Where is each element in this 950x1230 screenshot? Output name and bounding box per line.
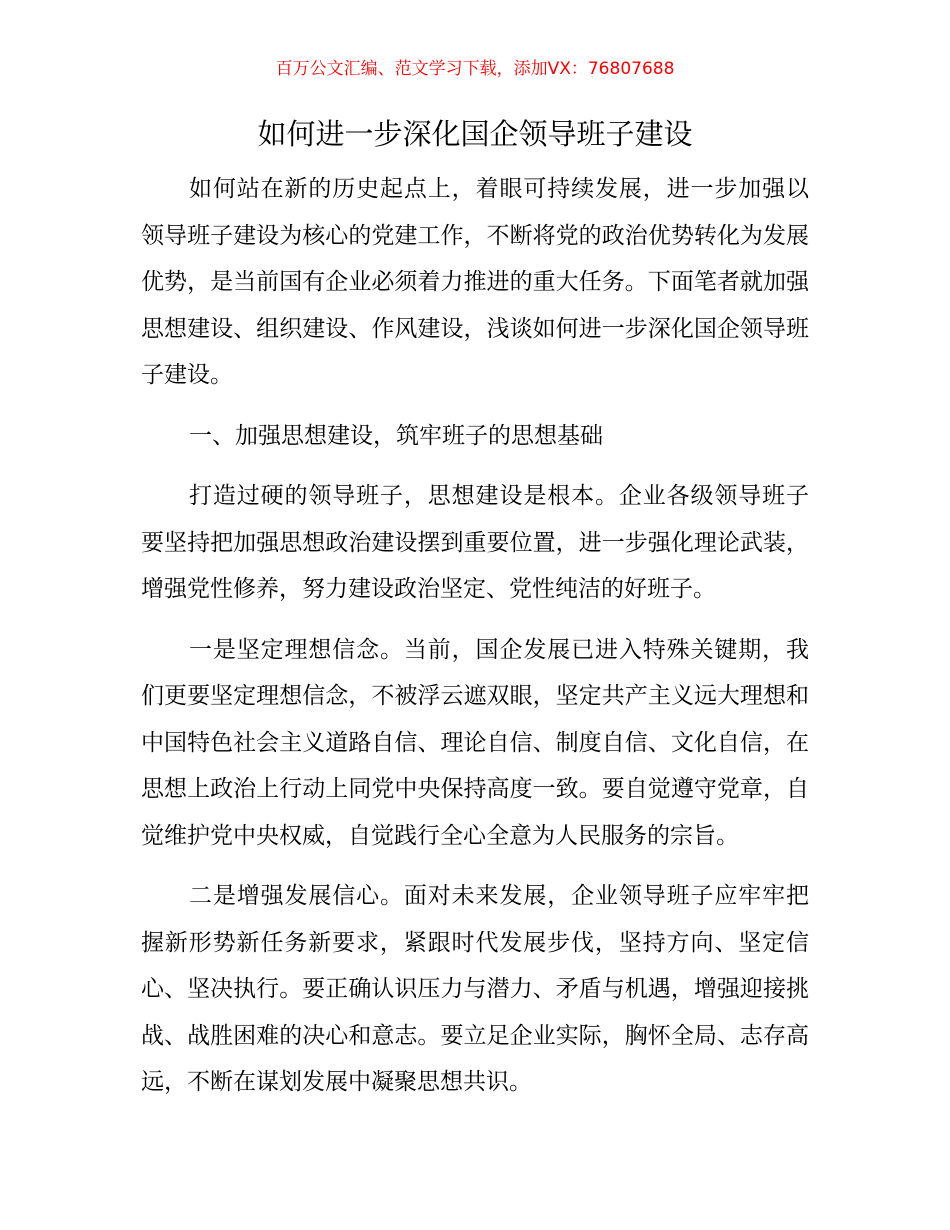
paragraph-point-one: 一是坚定理想信念。当前，国企发展已进入特殊关键期，我们更要坚定理想信念，不被浮云遮双眼，坚定共产主义远大理想和中国特色社会主义道路自信、理论自信、制度自信、文化自信，在思想上政治上行动上同党中央保持高度一致。要自觉遵守党章，自觉维护党中央权威，自觉践行全心全意为人民服务的宗旨。 [141,636,809,849]
paragraph-point-two: 二是增强发展信心。面对未来发展，企业领导班子应牢牢把握新形势新任务新要求，紧跟时代发展步伐，坚持方向、坚定信心、坚决执行。要正确认识压力与潜力、矛盾与机遇，增强迎接挑战、战胜困难的决心和意志。要立足企业实际，胸怀全局、志存高远，不断在谋划发展中凝聚思想共识。 [141,883,809,1095]
paragraph-intro: 如何站在新的历史起点上，着眼可持续发展，进一步加强以领导班子建设为核心的党建工作，不断将党的政治优势转化为发展优势，是当前国有企业必须着力推进的重大任务。下面笔者就加强思想建设、组织建设、作风建设，浅谈如何进一步深化国企领导班子建设。 [141,176,809,388]
document-title: 如何进一步深化国企领导班子建设 [257,117,693,151]
header-watermark-note: 百万公文汇编、范文学习下载，添加VX：76807688 [275,59,675,79]
section-heading: 一、加强思想建设，筑牢班子的思想基础 [189,422,603,449]
paragraph-section-intro: 打造过硬的领导班子，思想建设是根本。企业各级领导班子要坚持把加强思想政治建设摆到重要位置，进一步强化理论武装，增强党性修养，努力建设政治坚定、党性纯洁的好班子。 [141,483,809,602]
document-body [141,166,809,1120]
